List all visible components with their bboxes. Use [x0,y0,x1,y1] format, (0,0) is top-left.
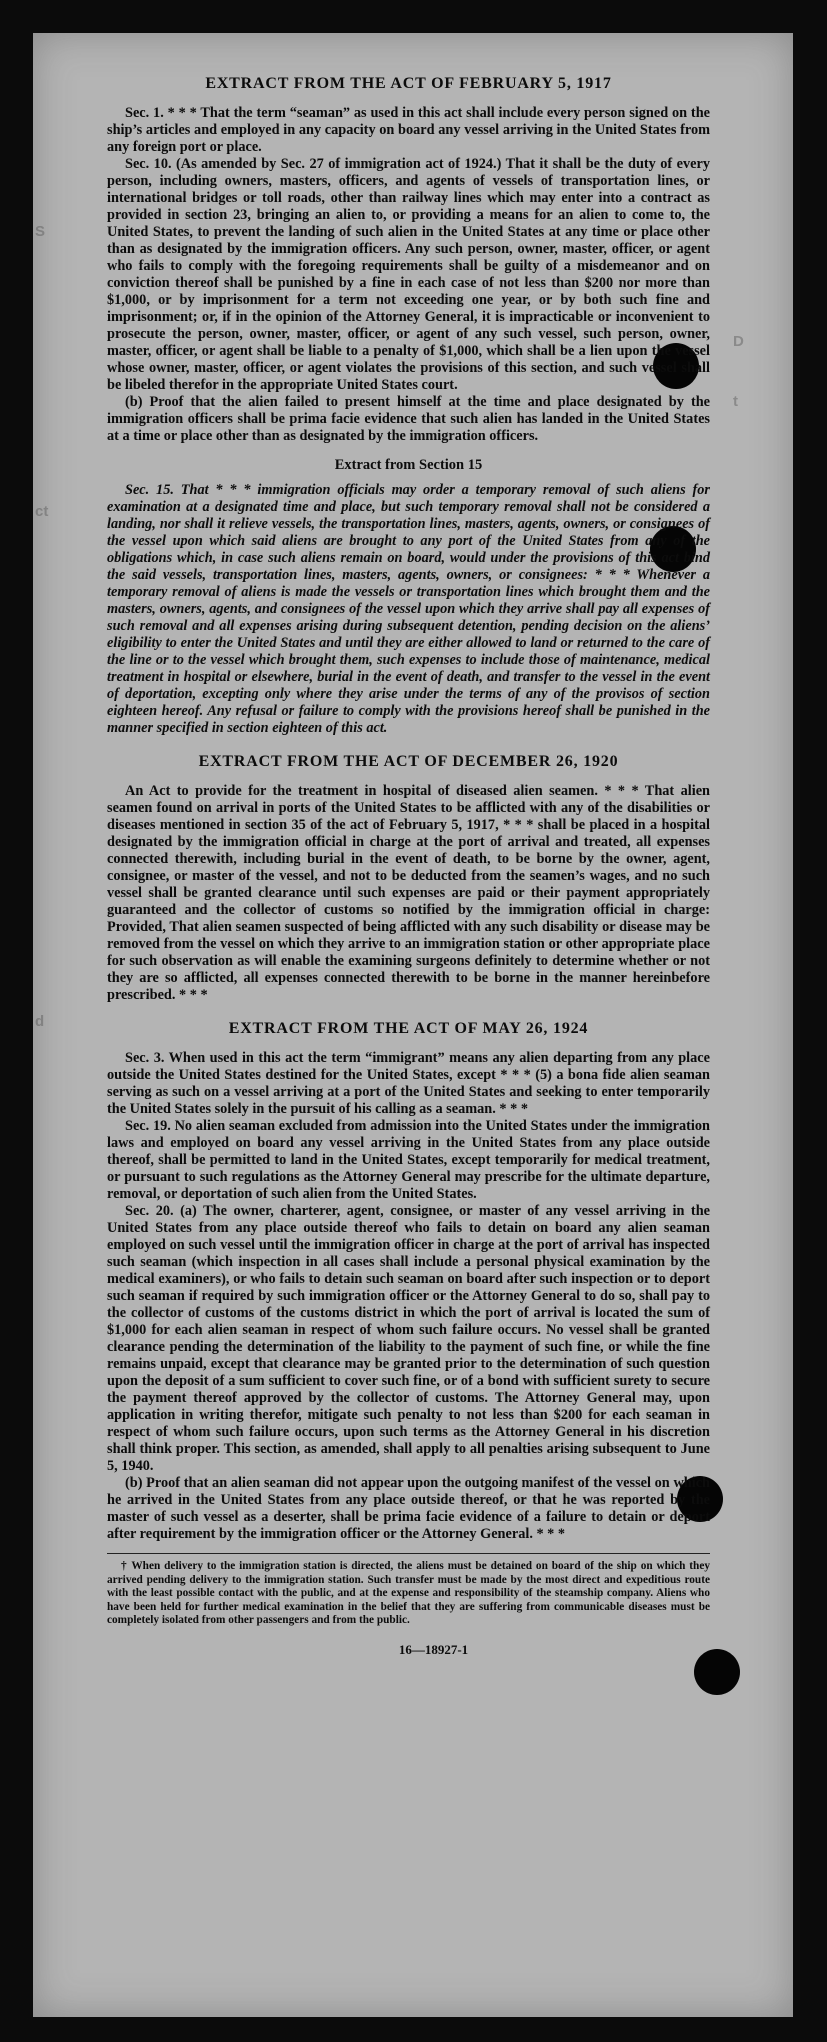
section-title: EXTRACT FROM THE ACT OF DECEMBER 26, 1920 [198,753,619,770]
document-page [33,33,793,2017]
section-title: EXTRACT FROM THE ACT OF MAY 26, 1924 [228,1020,589,1037]
paragraph: Sec. 3. When used in this act the term “immigrant” means any alien departing from any place outside the United States destined for the United States, except * * * (5) a bona fide alien seaman serving as such on a vessel arriving at a port of the United States and seeking to enter temporarily the United States solely in the pursuit of his calling as a seaman. * * * [107,1050,710,1117]
bleed-through-mark: ct [35,503,49,520]
paragraph: Sec. 20. (a) The owner, charterer, agent, consignee, or master of any vessel arriving in the United States from any place outside thereof who fails to detain on board any alien seaman employed on such vessel until the immigration officer in charge at the port of arrival has inspected such seaman (which inspection in all cases shall include a personal physical examination by the medical examiners), or who fails to detain such seaman on board after such inspection or to deport such seaman if required by such immigration officer or the Attorney General to do so, shall pay to the collector of customs of the customs district in which the port of arrival is located the sum of $1,000 for each alien seaman in respect of whom such failure occurs. No vessel shall be granted clearance pending the determination of the liability to the payment of such fine, or while the fine remains unpaid, except that clearance may be granted prior to the determination of such question upon the deposit of a sum sufficient to cover such fine, or of a bond with sufficient surety to secure the payment thereof approved by the collector of customs. The Attorney General may, upon application in writing therefor, mitigate such penalty to not less than $200 for each seaman in respect of whom such failure occurs, upon such terms as the Attorney General in his discretion shall think proper. This section, as amended, shall apply to all penalties arising subsequent to June 5, 1940. [107,1203,710,1474]
document-body [107,73,710,1658]
bleed-through-mark: S [35,223,46,240]
section-title: EXTRACT FROM THE ACT OF FEBRUARY 5, 1917 [205,75,612,92]
paragraph: (b) Proof that the alien failed to present himself at the time and place designated by the immigration officers shall be prima facie evidence that such alien has landed in the United States at a time or place other than as designated by the immigration officers. [107,394,710,444]
form-number: 16—18927-1 [398,1641,469,1657]
bleed-through-mark: d [35,1013,45,1030]
paragraph: Sec. 10. (As amended by Sec. 27 of immigration act of 1924.) That it shall be the duty of every person, including owners, masters, officers, and agents of vessels of transportation lines, or international bridges or toll roads, other than railway lines which may enter into a contract as provided in section 23, bringing an alien to, or providing a means for an alien to come to, the United States, to prevent the landing of such alien in the United States at any time or place other than as designated by the immigration officers. Any such person, owner, master, officer, or agent who fails to comply with the foregoing requirements shall be guilty of a misdemeanor and on conviction thereof shall be punished by a fine in each case of not less than $200 nor more than $1,000, or by imprisonment for a term not exceeding one year, or by both such fine and imprisonment; or, if in the opinion of the Attorney General, it is impracticable or inconvenient to prosecute the person, owner, master, officer, or agent of any such vessel, such person, owner, master, officer, or agent shall be liable to a penalty of $1,000, which shall be a lien upon the vessel whose owner, master, officer, or agent violates the provisions of this section, and such vessel shall be libeled therefor in the appropriate United States court. [107,156,710,393]
paragraph: Sec. 19. No alien seaman excluded from admission into the United States under the immigration laws and employed on board any vessel arriving in the United States from any place outside thereof, shall be permitted to land in the United States, except temporarily for medical treatment, or pursuant to such regulations as the Attorney General may prescribe for the ultimate departure, removal, or deportation of such alien from the United States. [107,1118,710,1202]
section-title: Extract from Section 15 [334,457,483,473]
paragraph: An Act to provide for the treatment in hospital of diseased alien seamen. * * * That alien seamen found on arrival in ports of the United States to be afflicted with any of the disabilities or diseases mentioned in section 35 of the act of February 5, 1917, * * * shall be placed in a hospital designated by the immigration official in charge at the port of arrival and treated, all expenses connected therewith, including burial in the event of death, to be borne by the owner, agent, consignee, or master of the vessel, and not to be deducted from the seamen’s wages, and no such vessel shall be granted clearance until such expenses are paid or their payment appropriately guaranteed and the collector of customs so notified by the immigration official in charge: Provided, That alien seamen suspected of being afflicted with any such disability or disease may be removed from the vessel on which they arrive to an immigration station or other appropriate place for such observation as will enable the examining surgeons definitely to determine whether or not they are so afflicted, all expenses connected therewith to be borne in the manner hereinbefore prescribed. * * * [107,783,710,1003]
paragraph: Sec. 15. That * * * immigration officials may order a temporary removal of such aliens for examination at a designated time and place, but such temporary removal shall not be considered a landing, nor shall it relieve vessels, the transportation lines, masters, agents, owners, or consignees of the vessel upon which said aliens are brought to any port of the United States from any of the obligations which, in case such aliens remain on board, would under the provisions of this act bind the said vessels, transportation lines, masters, agents, owners, or consignees: * * * Whenever a temporary removal of aliens is made the vessels or transportation lines which brought them and the masters, owners, agents, and consignees of the vessel upon which they arrive shall pay all expenses of such removal and all expenses arising during subsequent detention, pending decision on the aliens’ eligibility to enter the United States and until they are either allowed to land or returned to the care of the line or to the vessel which brought them, such expenses to include those of maintenance, medical treatment in hospital or elsewhere, burial in the event of death, and transfer to the vessel in the event of deportation, excepting only where they arise under the terms of any of the provisos of section eighteen hereof. Any refusal or failure to comply with the provisions hereof shall be punished in the manner specified in section eighteen of this act. [107,482,710,736]
paragraph: (b) Proof that an alien seaman did not appear upon the outgoing manifest of the vessel on which he arrived in the United States from any place outside thereof, or that he was reported by the master of such vessel as a deserter, shall be prima facie evidence of a failure to detain or deport after requirement by the immigration officer or the Attorney General. * * * [107,1475,710,1542]
footnote-divider [107,1553,710,1554]
bleed-through-mark: t [733,393,738,410]
bleed-through-mark: D [733,333,744,350]
paragraph: Sec. 1. * * * That the term “seaman” as used in this act shall include every person signed on the ship’s articles and employed in any capacity on board any vessel arriving in the United States from any foreign port or place. [107,105,710,155]
footnote: † When delivery to the immigration station is directed, the aliens must be detained on board of the ship on which they arrived pending delivery to the immigration station. Such transfer must be made by the most direct and expeditious route with the least possible contact with the public, and at the expense and responsibility of the steamship company. Aliens who have been held for further medical examination in the belief that they are suffering from communicable diseases must be completely isolated from other passengers and from the public. [107,1560,710,1626]
